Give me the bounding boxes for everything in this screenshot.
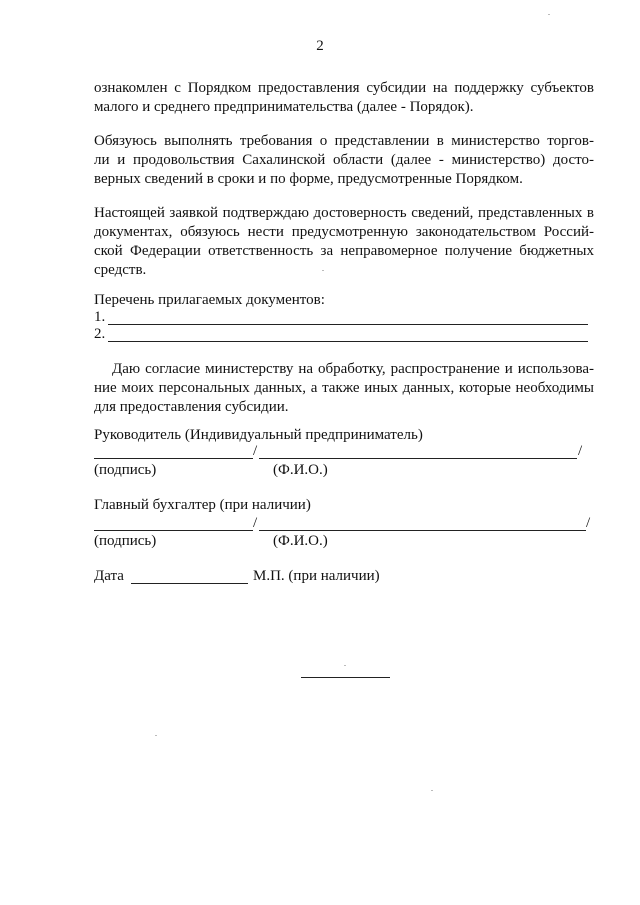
slash-separator: / [253,443,258,459]
paragraph-line: ознакомлен с Порядком предоставления субсидии на поддержку субъектов [94,80,594,96]
head-signature-label: (подпись) [94,462,157,478]
paragraph-line: ли и продовольствия Сахалинской области (далее - министерство) досто- [94,152,594,168]
stamp-label: М.П. (при наличии) [253,568,380,584]
accountant-signature-field[interactable] [94,530,253,531]
paragraph-obligation [94,132,594,189]
paragraph-line: малого и среднего предпринимательства (далее - Порядок). [94,99,474,115]
paragraph-line: верных сведений в сроки и по форме, предусмотренные Порядком. [94,171,523,187]
paragraph-line: Обязуюсь выполнять требования о представлении в министерство торгов- [94,133,594,149]
accountant-title: Главный бухгалтер (при наличии) [94,497,311,513]
paragraph-confirmation [94,204,594,280]
scan-speck [431,790,433,791]
date-field[interactable] [131,583,248,584]
head-name-label: (Ф.И.О.) [273,462,328,478]
page-number: 2 [316,38,324,54]
slash-separator: / [578,443,583,459]
paragraph-line: средств. [94,262,147,278]
date-label: Дата [94,568,124,584]
accountant-name-label: (Ф.И.О.) [273,533,328,549]
end-divider [301,677,390,678]
document-item-1-field[interactable] [108,324,588,325]
paragraph-line: ние моих персональных данных, а также иных данных, которые необходимы [94,380,594,396]
scan-speck [344,665,346,666]
slash-separator: / [253,515,258,531]
accountant-signature-label: (подпись) [94,533,157,549]
document-item-2-field[interactable] [108,341,588,342]
document-item-number: 1. [94,309,106,325]
paragraph-line: ской Федерации ответственность за неправомерное получение бюджетных [94,243,594,259]
head-title: Руководитель (Индивидуальный предприниматель) [94,427,423,443]
documents-heading: Перечень прилагаемых документов: [94,292,325,308]
document-item-number: 2. [94,326,106,342]
paragraph-line: для предоставления субсидии. [94,399,289,415]
head-signature-field[interactable] [94,458,253,459]
head-name-field[interactable] [259,458,577,459]
scan-speck [322,270,324,271]
paragraph-acknowledgement [94,79,594,117]
scan-speck [155,735,157,736]
paragraph-line: Настоящей заявкой подтверждаю достоверность сведений, представленных в [94,205,594,221]
scan-speck [548,14,550,15]
accountant-name-field[interactable] [259,530,586,531]
paragraph-line: Даю согласие министерству на обработку, распространение и использова- [112,361,594,377]
slash-separator: / [586,515,591,531]
paragraph-line: документах, обязуюсь нести предусмотренную законодательством Россий- [94,224,594,240]
paragraph-consent [94,360,594,417]
